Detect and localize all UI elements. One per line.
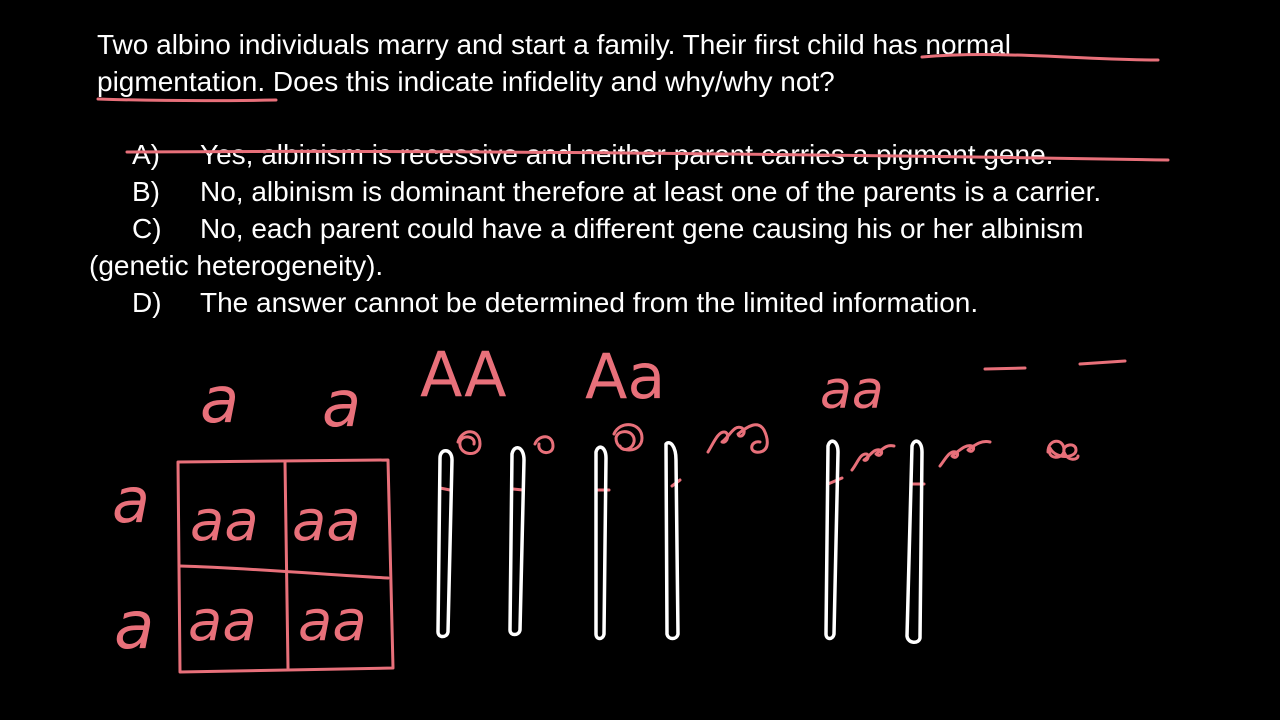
genotype-AA: AA bbox=[420, 338, 507, 411]
dash-mark-1 bbox=[985, 368, 1025, 369]
squiggle-mark-5 bbox=[852, 446, 894, 470]
question-line-2: pigmentation. Does this indicate infidelity and why/why not? bbox=[97, 66, 835, 97]
punnett-side-allele-1: a bbox=[112, 464, 150, 537]
chromosome-2 bbox=[510, 448, 524, 635]
choice-a-text: Yes, albinism is recessive and neither parent carries a pigment gene. bbox=[200, 139, 1054, 170]
punnett-side-allele-2: a bbox=[114, 587, 155, 664]
choice-d-text: The answer cannot be determined from the limited information. bbox=[200, 287, 979, 318]
chromosome-3 bbox=[596, 447, 606, 638]
dash-mark-2 bbox=[1080, 361, 1125, 364]
punnett-horizontal-divider bbox=[180, 566, 388, 578]
chromosome-1 bbox=[438, 451, 452, 637]
punnett-top-allele-2: a bbox=[322, 368, 362, 442]
squiggle-mark-2 bbox=[535, 437, 553, 453]
punnett-cell-4: aa bbox=[298, 589, 367, 654]
question-line-1: Two albino individuals marry and start a family. Their first child has normal bbox=[97, 29, 1011, 60]
choice-b bbox=[97, 173, 1267, 210]
squiggle-mark-6 bbox=[940, 441, 990, 466]
choice-b-letter: B) bbox=[132, 176, 160, 207]
allele-mark-1 bbox=[440, 488, 450, 490]
choice-c bbox=[97, 210, 1267, 247]
choice-d bbox=[97, 284, 1267, 321]
genotype-Aa: Aa bbox=[585, 340, 666, 413]
choice-c-continued bbox=[89, 247, 1267, 284]
squiggle-mark-7 bbox=[1048, 441, 1078, 459]
choice-a bbox=[97, 136, 1267, 173]
chromosome-6 bbox=[907, 441, 922, 642]
question-text bbox=[97, 26, 1247, 100]
squiggle-mark-4 bbox=[708, 425, 767, 452]
chromosome-4 bbox=[666, 443, 678, 639]
choice-c-text: No, each parent could have a different gene causing his or her albinism bbox=[200, 213, 1084, 244]
choice-b-text: No, albinism is dominant therefore at least one of the parents is a carrier. bbox=[200, 176, 1102, 207]
punnett-cell-3: aa bbox=[188, 589, 257, 654]
punnett-cell-2: aa bbox=[292, 489, 361, 554]
punnett-top-allele-1: a bbox=[200, 364, 240, 438]
allele-mark-4 bbox=[672, 480, 680, 486]
genotype-aa: aa bbox=[820, 361, 884, 421]
squiggle-mark-3 bbox=[614, 425, 642, 450]
allele-mark-5 bbox=[828, 478, 842, 484]
squiggle-mark-1 bbox=[458, 432, 480, 454]
punnett-vertical-divider bbox=[285, 462, 288, 668]
choice-c-letter: C) bbox=[132, 213, 162, 244]
choice-d-letter: D) bbox=[132, 287, 162, 318]
choice-c-text-cont: (genetic heterogeneity). bbox=[89, 250, 384, 281]
allele-mark-2 bbox=[513, 489, 523, 490]
punnett-cell-1: aa bbox=[190, 489, 259, 554]
answer-choices bbox=[89, 136, 1267, 321]
choice-a-letter: A) bbox=[132, 139, 160, 170]
punnett-outer-box bbox=[178, 460, 393, 672]
chromosome-5 bbox=[826, 441, 838, 638]
